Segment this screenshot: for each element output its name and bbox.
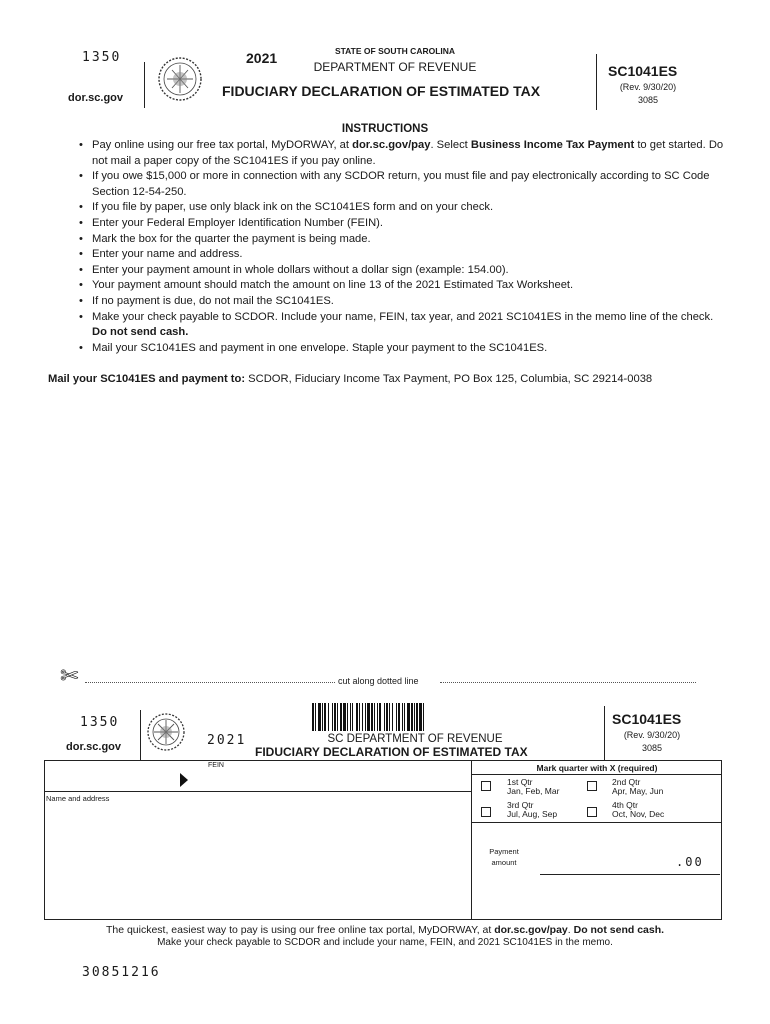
fein-label: FEIN xyxy=(208,762,224,769)
instruction-item: • Enter your name and address. xyxy=(76,247,726,263)
quarter-4-checkbox[interactable] xyxy=(587,807,597,817)
payment-cents: .00 xyxy=(676,855,704,869)
instruction-item: • Pay online using our free tax portal, MyDORWAY, at dor.sc.gov/pay. Select Business Income Tax Payment to get started. Do not mail a paper copy of the SC1041ES if you pay online. xyxy=(76,138,726,169)
quarter-4-label: 4th Qtr Oct, Nov, Dec xyxy=(612,800,665,819)
fein-row-divider xyxy=(44,791,471,792)
voucher-department: SC DEPARTMENT OF REVENUE xyxy=(327,733,503,745)
quarter-2-checkbox[interactable] xyxy=(587,781,597,791)
footer-check-note: Make your check payable to SCDOR and include your name, FEIN, and 2021 SC1041ES in the memo. xyxy=(157,937,613,948)
dotted-cut-line-left xyxy=(85,682,335,683)
voucher-column-divider xyxy=(471,760,472,920)
voucher-state-seal-icon xyxy=(146,712,186,752)
state-name: STATE OF SOUTH CAROLINA xyxy=(334,46,456,56)
department-name: DEPARTMENT OF REVENUE xyxy=(313,60,477,74)
name-address-input[interactable] xyxy=(46,804,466,916)
voucher-revision: (Rev. 9/30/20) xyxy=(623,730,681,740)
form-code: 1350 xyxy=(82,50,122,65)
instruction-item: • If you file by paper, use only black ink on the SC1041ES form and on your check. xyxy=(76,200,726,216)
state-seal-icon xyxy=(157,56,203,102)
payment-amount-input[interactable] xyxy=(540,853,672,873)
voucher-form-code: 1350 xyxy=(80,715,120,730)
instruction-item: • If no payment is due, do not mail the SC1041ES. xyxy=(76,294,726,310)
instruction-item: • Enter your Federal Employer Identification Number (FEIN). xyxy=(76,216,726,232)
revision-date: (Rev. 9/30/20) xyxy=(619,82,677,92)
name-address-label: Name and address xyxy=(46,794,110,803)
instructions-heading: INSTRUCTIONS xyxy=(341,123,429,135)
mailing-address: Mail your SC1041ES and payment to: SCDOR, Fiduciary Income Tax Payment, PO Box 125, Columbia, SC 29214-0038 xyxy=(48,373,653,385)
scissors-icon: ✄ xyxy=(60,663,79,688)
quarter-header: Mark quarter with X (required) xyxy=(536,763,658,773)
instruction-item: • Your payment amount should match the amount on line 13 of the 2021 Estimated Tax Worksheet. xyxy=(76,278,726,294)
fein-input[interactable] xyxy=(200,771,465,789)
instruction-item: • Enter your payment amount in whole dollars without a dollar sign (example: 154.00). xyxy=(76,263,726,279)
tax-year: 2021 xyxy=(246,50,278,66)
footer-payment-note: The quickest, easiest way to pay is using our free online tax portal, MyDORWAY, at dor.sc.gov/pay. Do not send cash. xyxy=(105,924,665,936)
instructions-list xyxy=(76,138,726,356)
quarter-header-divider xyxy=(471,774,722,775)
form-title: FIDUCIARY DECLARATION OF ESTIMATED TAX xyxy=(222,83,541,99)
payment-amount-label: Payment amount xyxy=(489,847,519,867)
dotted-cut-line-right xyxy=(440,682,696,683)
voucher-divider-left xyxy=(140,710,141,760)
voucher-divider-right xyxy=(604,706,605,760)
voucher-title: FIDUCIARY DECLARATION OF ESTIMATED TAX xyxy=(255,745,528,759)
instruction-item: • Make your check payable to SCDOR. Include your name, FEIN, tax year, and 2021 SC1041ES in the memo line of the check. Do not send cash. xyxy=(76,310,726,341)
instruction-item: • Mail your SC1041ES and payment in one envelope. Staple your payment to the SC1041ES. xyxy=(76,341,726,357)
website-label: dor.sc.gov xyxy=(68,92,124,104)
quarter-1-checkbox[interactable] xyxy=(481,781,491,791)
quarter-2-label: 2nd Qtr Apr, May, Jun xyxy=(612,777,664,796)
voucher-website: dor.sc.gov xyxy=(66,741,122,753)
payment-amount-line xyxy=(540,874,720,875)
cut-instruction: cut along dotted line xyxy=(338,676,419,686)
fein-arrow-icon xyxy=(180,773,188,787)
footer-form-code: 30851216 xyxy=(82,965,161,980)
form-number: SC1041ES xyxy=(608,63,678,79)
quarter-section-divider xyxy=(471,822,722,823)
quarter-1-label: 1st Qtr Jan, Feb, Mar xyxy=(507,777,560,796)
instruction-item: • Mark the box for the quarter the payment is being made. xyxy=(76,232,726,248)
voucher-doc-number: 3085 xyxy=(641,743,663,753)
document-number: 3085 xyxy=(637,95,659,105)
voucher-form-number: SC1041ES xyxy=(612,711,682,727)
quarter-3-checkbox[interactable] xyxy=(481,807,491,817)
header-divider-right xyxy=(596,54,597,110)
barcode-icon xyxy=(310,703,530,735)
voucher-tax-year: 2021 xyxy=(207,733,247,748)
quarter-3-label: 3rd Qtr Jul, Aug, Sep xyxy=(507,800,558,819)
header-divider-left xyxy=(144,62,145,108)
instruction-item: • If you owe $15,000 or more in connection with any SCDOR return, you must file and pay electronically according to SC Code Section 12-54-250. xyxy=(76,169,726,200)
